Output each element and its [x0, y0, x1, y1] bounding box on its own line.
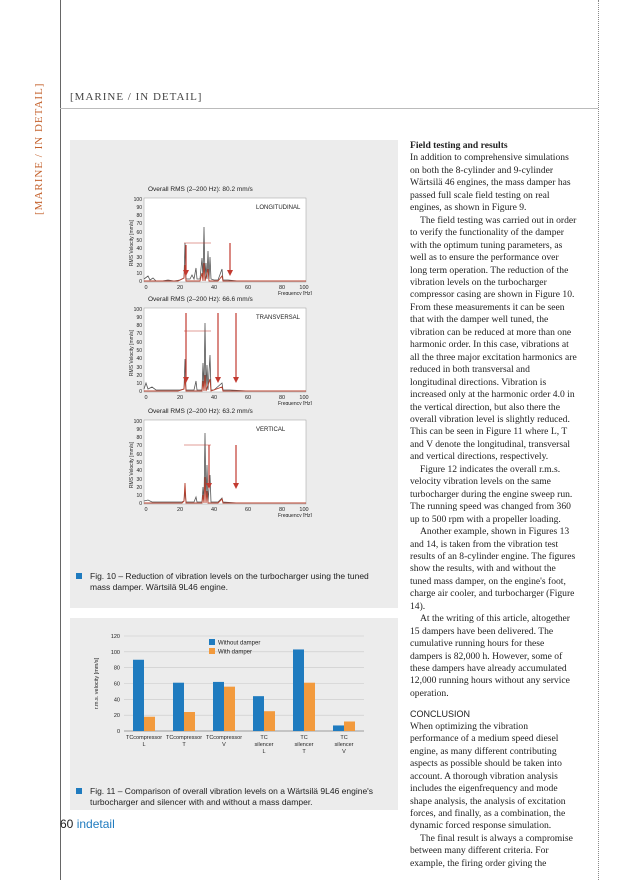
x-tick: 80 — [278, 285, 286, 291]
bars — [133, 649, 355, 731]
x-category-label: silencer — [334, 742, 354, 748]
bar — [293, 649, 304, 731]
x-category-label: TC — [260, 735, 268, 741]
y-tick: 100 — [133, 419, 142, 425]
y-tick: 20 — [136, 373, 142, 379]
x-category-label: T — [182, 742, 186, 748]
spectrum-svg-transversal — [118, 293, 328, 405]
y-tick: 70 — [136, 443, 142, 449]
y-tick: 100 — [133, 197, 142, 203]
y-tick: 60 — [136, 340, 142, 346]
y-tick-label: 100 — [110, 649, 120, 656]
paragraph: Figure 12 indicates the overall r.m.s. velocity vibration levels on the same turbocharger during the engine sweep run. The running speed was changed from 360 up to 500 rpm with a propeller loading. — [410, 463, 573, 525]
paragraph: The final result is always a compromise between many different criteria. For example, the firing order giving the — [410, 832, 573, 869]
y-tick: 60 — [136, 452, 142, 458]
y-tick: 10 — [136, 381, 142, 387]
paragraph: In addition to comprehensive simulations on both the 8-cylinder and 9-cylinder Wärtsilä 46 engines, the mass damper has passed full scale field testing on real engines, as shown in Figure 9. — [410, 152, 571, 214]
bar — [253, 696, 264, 731]
y-axis-label: RMS Velocity [mm/s] — [129, 441, 135, 489]
y-tick: 30 — [136, 365, 142, 371]
left-margin-rule — [60, 0, 61, 880]
x-tick: 0 — [144, 507, 148, 513]
y-tick: 30 — [136, 477, 142, 483]
paragraph: At the writing of this article, altogether 15 dampers have been delivered. The cumulative running hours for these dampers is 82,000 h. However, some of these dampers have already accumulated 12,000 running hours without any service operation. — [410, 613, 570, 699]
y-tick: 50 — [136, 348, 142, 354]
bar — [144, 717, 155, 731]
x-tick: 100 — [299, 395, 309, 401]
y-tick: 20 — [136, 263, 142, 269]
overall-rms-label: Overall RMS (2–200 Hz): 80.2 mm/s — [148, 186, 253, 193]
paragraph-gap — [410, 700, 578, 708]
bar — [224, 687, 235, 731]
figure-11-caption: Fig. 11 – Comparison of overall vibration levels on a Wärtsilä 9L46 engine's turbocharger and silencer with and without a mass damper. — [90, 786, 374, 807]
x-axis-label: Frequency [Hz] — [278, 401, 312, 405]
figure-10-caption: Fig. 10 – Reduction of vibration levels on the turbocharger using the tuned mass damper. Wärtsilä 9L46 engine. — [90, 571, 369, 592]
y-tick: 50 — [136, 460, 142, 466]
x-axis-label: Frequency [Hz] — [278, 291, 312, 295]
y-tick: 10 — [136, 493, 142, 499]
y-tick: 60 — [136, 230, 142, 236]
y-tick: 0 — [139, 501, 142, 507]
x-category-label: L — [142, 742, 146, 748]
y-axis-label: RMS Velocity [mm/s] — [129, 219, 135, 267]
x-category-label: L — [262, 749, 266, 755]
y-tick: 20 — [136, 485, 142, 491]
caption-bullet — [76, 788, 82, 794]
page-number: 60 — [60, 817, 74, 831]
y-tick: 10 — [136, 271, 142, 277]
y-tick-labels — [111, 634, 120, 735]
x-category-label: V — [222, 742, 226, 748]
page-footer — [60, 817, 115, 831]
overall-rms-label: Overall RMS (2–200 Hz): 66.6 mm/s — [148, 296, 253, 303]
y-tick: 70 — [136, 221, 142, 227]
y-tick: 0 — [139, 279, 142, 285]
header-rule — [60, 108, 598, 109]
bar — [344, 722, 355, 732]
legend — [209, 639, 260, 656]
x-tick: 60 — [244, 507, 252, 513]
x-axis-label: Frequency [Hz] — [278, 513, 312, 517]
side-section-label: [MARINE / IN DETAIL] — [33, 82, 45, 215]
spectrum-svg-longitudinal — [118, 183, 328, 295]
y-tick: 90 — [136, 205, 142, 211]
y-tick: 50 — [136, 238, 142, 244]
y-tick: 80 — [136, 213, 142, 219]
conclusion-heading: CONCLUSION — [410, 709, 471, 720]
bar — [173, 683, 184, 731]
paragraph: Another example, shown in Figures 13 and 14, is taken from the vibration test results of an 8-cylinder engine. The figures show the results, with and without the tuned mass damper, on the engine's foot, charge air cooler, and turbocharger (Figure 14). — [410, 526, 576, 612]
spectrum-svg-vertical — [118, 405, 328, 517]
caption-bullet — [76, 573, 82, 579]
x-category-label: TCcompressor — [125, 735, 163, 741]
x-category-label: silencer — [294, 742, 314, 748]
paragraph: The field testing was carried out in order to verify the functionality of the damper with the optimum tuning parameters, as well as to ensure the performance over long term operation. The reduction of the vibration levels on the turbocharger compressor casing are shown in Figure 10. From these measurements it can be seen that with the damper well tuned, the vibration can be reduced at more than one harmonic order. In this case, vibrations at all the three major excitation harmonics are reduced in both transversal and longitudinal directions. Vibration is increased only at the harmonic order 4.0 in the vertical direction, but also there the overall vibration level is slightly reduced. This can be seen in Figure 11 where L, T and V denote the longitudinal, transversal and vertical directions, respectively. — [410, 214, 577, 463]
x-tick: 40 — [210, 507, 218, 513]
y-tick: 40 — [136, 246, 142, 252]
legend-label: With damper — [218, 649, 253, 656]
y-tick-label: 40 — [113, 697, 120, 704]
x-category-label: V — [342, 749, 346, 755]
x-tick: 40 — [210, 285, 218, 291]
bar — [213, 682, 224, 731]
y-axis-label: RMS Velocity [mm/s] — [129, 329, 135, 377]
y-tick: 90 — [136, 315, 142, 321]
y-tick-label: 60 — [113, 681, 120, 688]
bar — [304, 683, 315, 731]
magazine-brand: indetail — [76, 817, 115, 831]
y-tick: 30 — [136, 255, 142, 261]
direction-label: VERTICAL — [256, 427, 286, 433]
x-tick: 0 — [144, 395, 148, 401]
y-tick-label: 120 — [110, 634, 120, 640]
y-tick: 0 — [139, 389, 142, 395]
bar — [333, 725, 344, 731]
y-tick: 40 — [136, 356, 142, 362]
x-tick: 100 — [299, 285, 309, 291]
x-tick: 100 — [299, 507, 309, 513]
y-tick-label: 80 — [113, 665, 120, 672]
article-column — [410, 140, 578, 870]
x-category-labels — [126, 735, 354, 755]
x-category-label: TCcompressor — [165, 735, 203, 741]
bar-chart — [84, 628, 374, 768]
spectrum-chart-transversal — [118, 293, 328, 405]
section-header: [MARINE / IN DETAIL] — [70, 91, 203, 103]
x-category-label: TC — [300, 735, 308, 741]
x-tick: 60 — [244, 285, 252, 291]
x-tick: 80 — [278, 507, 286, 513]
x-tick: 40 — [210, 395, 218, 401]
x-category-label: T — [302, 749, 306, 755]
y-tick: 100 — [133, 307, 142, 313]
y-tick: 70 — [136, 331, 142, 337]
paragraph: When optimizing the vibration performance of a medium speed diesel engine, as many different contributing aspects as possible should be taken into account. A thorough vibration analysis includes the eigenfrequency and mode shape analysis, the analysis of excitation forces, and finally, as a combination, the dynamic forced response simulation. — [410, 720, 566, 832]
x-tick: 20 — [176, 507, 184, 513]
x-tick: 80 — [278, 395, 286, 401]
y-tick: 80 — [136, 435, 142, 441]
bar — [133, 660, 144, 731]
y-tick: 80 — [136, 323, 142, 329]
x-tick: 0 — [144, 285, 148, 291]
legend-label: Without damper — [218, 640, 261, 647]
direction-label: LONGITUDINAL — [256, 205, 301, 211]
direction-label: TRANSVERSAL — [256, 315, 301, 321]
y-tick: 40 — [136, 468, 142, 474]
x-tick: 20 — [176, 285, 184, 291]
x-category-label: silencer — [254, 742, 274, 748]
y-tick-label: 0 — [116, 729, 120, 735]
bar — [184, 712, 195, 731]
x-category-label: TC — [340, 735, 348, 741]
section-heading: Field testing and results — [410, 140, 508, 151]
legend-swatch — [209, 639, 215, 645]
bar — [264, 711, 275, 731]
y-tick: 90 — [136, 427, 142, 433]
spectrum-chart-vertical — [118, 405, 328, 517]
legend-swatch — [209, 648, 215, 654]
spectrum-chart-longitudinal — [118, 183, 328, 295]
x-category-label: TCcompressor — [205, 735, 243, 741]
overall-rms-label: Overall RMS (2–200 Hz): 63.2 mm/s — [148, 408, 253, 415]
y-tick-label: 20 — [113, 713, 120, 720]
y-axis-label: r.m.s. velocity [mm/s] — [94, 657, 100, 710]
x-tick: 20 — [176, 395, 184, 401]
right-margin-rule — [598, 0, 599, 880]
x-tick: 60 — [244, 395, 252, 401]
